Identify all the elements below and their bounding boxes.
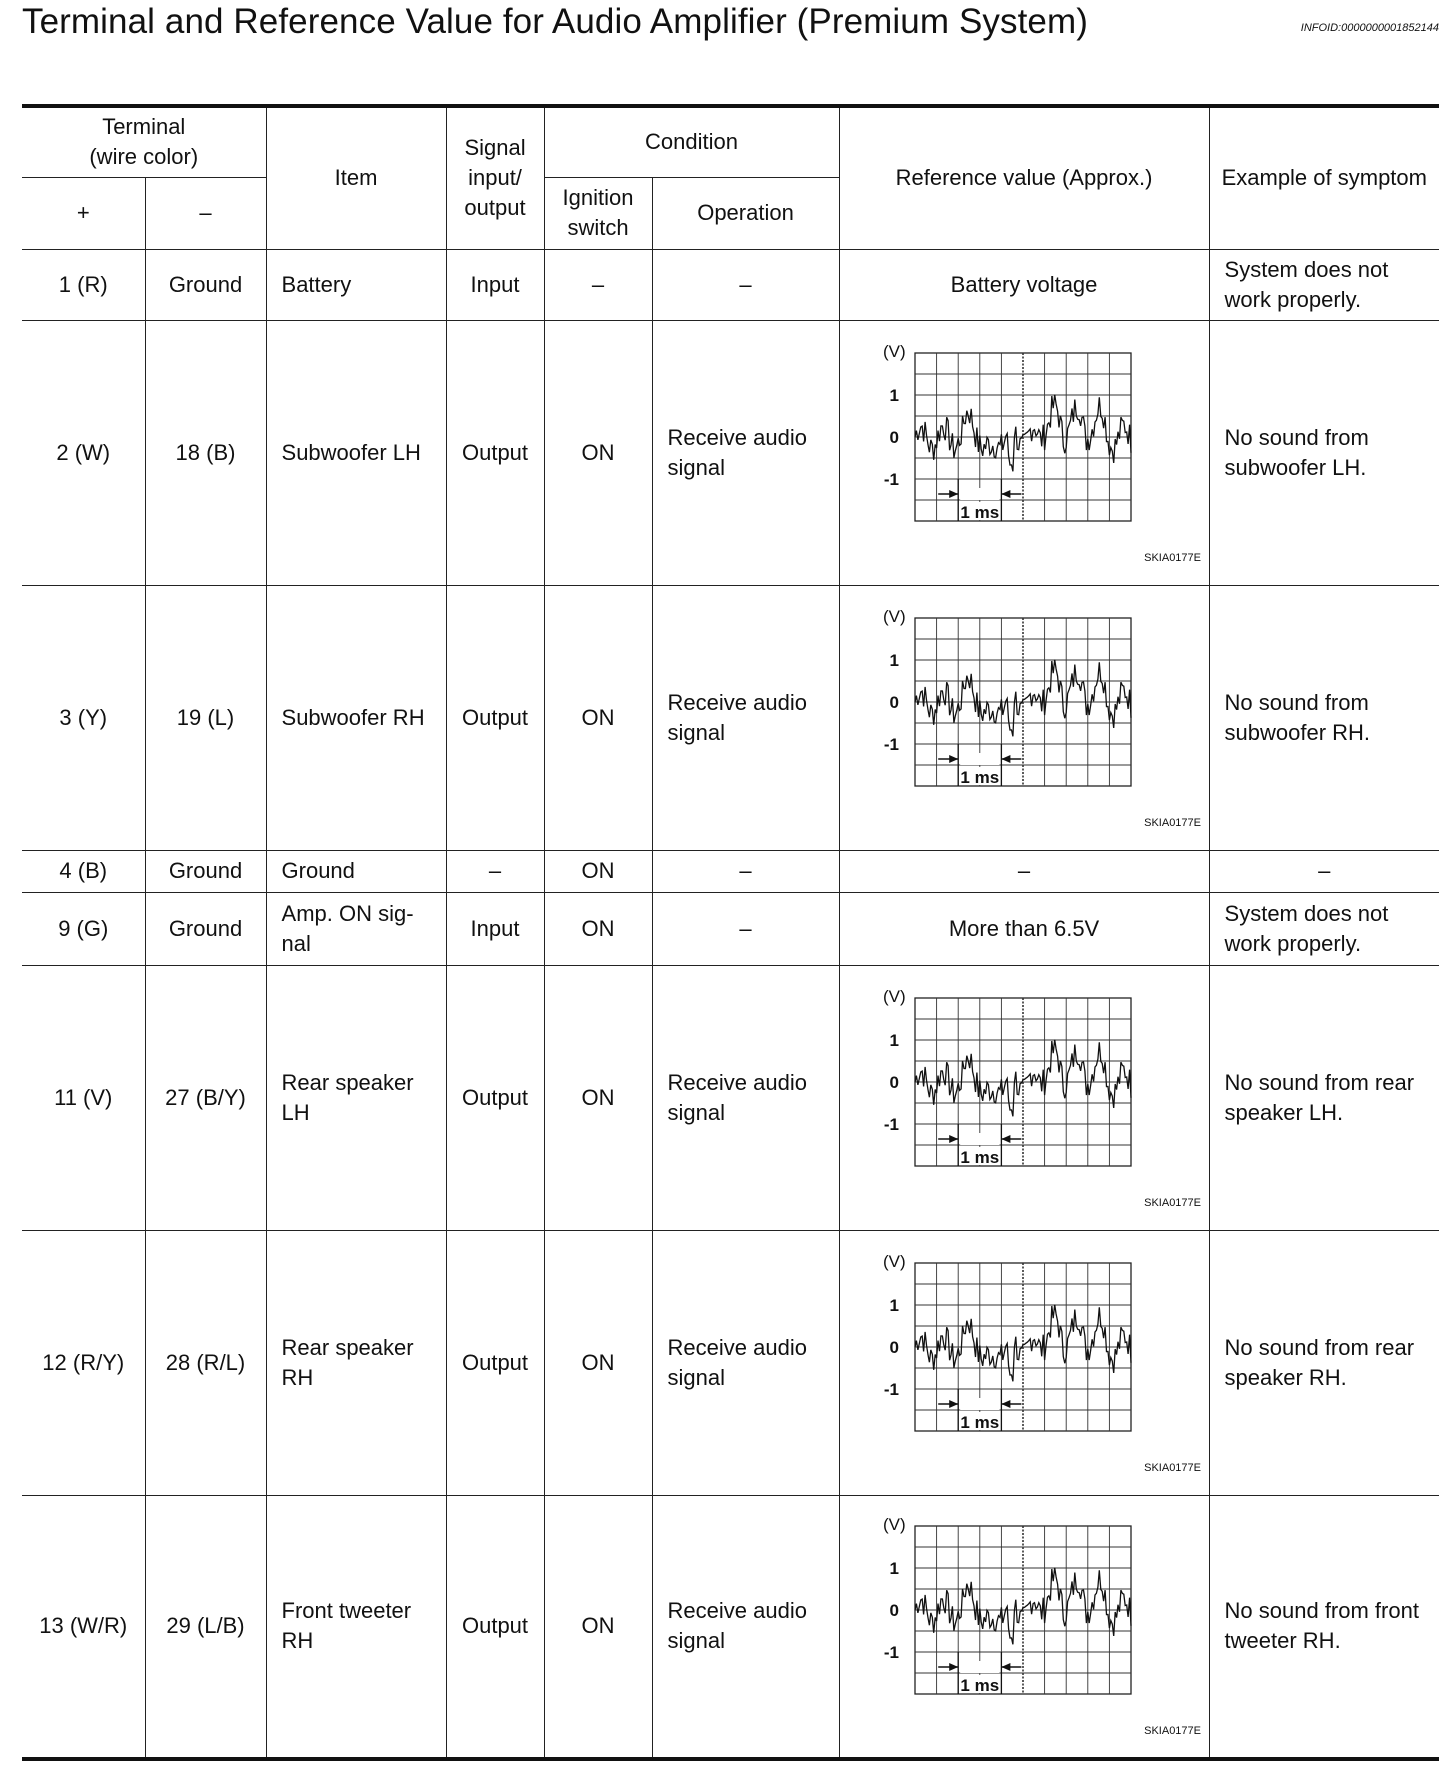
header-item: Item <box>266 106 446 249</box>
waveform-figure-id: SKIA0177E <box>1144 1196 1202 1209</box>
cell-reference: Battery voltage <box>839 249 1209 320</box>
waveform-marker-arrow <box>1001 1400 1010 1408</box>
table-row <box>22 965 1439 1230</box>
cell-reference-waveform <box>839 1495 1209 1759</box>
cell-operation: Receive audio signal <box>652 1495 839 1759</box>
cell-symptom: – <box>1209 850 1439 892</box>
cell-operation: Receive audio signal <box>652 320 839 585</box>
cell-reference: More than 6.5V <box>839 892 1209 965</box>
waveform-figure-id: SKIA0177E <box>1144 1461 1202 1474</box>
cell-operation: – <box>652 850 839 892</box>
waveform-unit-label: (V) <box>883 986 906 1006</box>
waveform-marker-arrow <box>949 755 958 763</box>
cell-minus: Ground <box>145 850 266 892</box>
waveform-figure <box>840 333 1209 573</box>
cell-signal: Output <box>446 1495 544 1759</box>
cell-minus: 19 (L) <box>145 585 266 850</box>
cell-operation: Receive audio signal <box>652 1230 839 1495</box>
waveform-figure <box>840 1243 1209 1483</box>
waveform-time-label: 1 ms <box>960 1676 1000 1696</box>
cell-item: Ground <box>266 850 446 892</box>
waveform-marker-arrow <box>949 1663 958 1671</box>
header-reference: Reference value (Approx.) <box>839 106 1209 249</box>
cell-signal: – <box>446 850 544 892</box>
cell-symptom: System does not work properly. <box>1209 249 1439 320</box>
cell-ignition: ON <box>544 850 652 892</box>
waveform-y-label: 0 <box>889 1337 900 1357</box>
cell-reference-waveform <box>839 965 1209 1230</box>
cell-item: Subwoofer RH <box>266 585 446 850</box>
cell-item: Front tweeter RH <box>266 1495 446 1759</box>
cell-plus: 13 (W/R) <box>22 1495 145 1759</box>
cell-symptom: System does not work properly. <box>1209 892 1439 965</box>
waveform-unit-label: (V) <box>883 1251 906 1271</box>
cell-ignition: – <box>544 249 652 320</box>
header-ignition: Ignition switch <box>544 177 652 249</box>
waveform-time-label: 1 ms <box>960 1412 1000 1432</box>
waveform-unit-label: (V) <box>883 606 906 626</box>
waveform-marker-arrow <box>1001 1663 1010 1671</box>
table-row <box>22 249 1439 320</box>
cell-reference: – <box>839 850 1209 892</box>
cell-reference-waveform <box>839 1230 1209 1495</box>
waveform-marker-arrow <box>949 490 958 498</box>
waveform-y-label: 0 <box>889 427 900 447</box>
waveform-marker-arrow <box>1001 755 1010 763</box>
waveform-unit-label: (V) <box>883 1515 906 1535</box>
waveform-y-label: 1 <box>889 385 900 405</box>
cell-minus: 18 (B) <box>145 320 266 585</box>
cell-signal: Output <box>446 320 544 585</box>
cell-item: Amp. ON sig- nal <box>266 892 446 965</box>
waveform-marker-arrow <box>949 1400 958 1408</box>
cell-plus: 4 (B) <box>22 850 145 892</box>
waveform-y-label: -1 <box>883 1643 900 1663</box>
header-condition: Condition <box>544 106 839 177</box>
waveform-y-label: -1 <box>883 1114 900 1134</box>
cell-symptom: No sound from subwoofer LH. <box>1209 320 1439 585</box>
cell-minus: 28 (R/L) <box>145 1230 266 1495</box>
cell-plus: 3 (Y) <box>22 585 145 850</box>
table-row <box>22 1495 1439 1759</box>
oscilloscope-waveform <box>859 598 1202 838</box>
cell-signal: Output <box>446 585 544 850</box>
waveform-figure <box>840 1506 1209 1746</box>
waveform-marker-arrow <box>949 1135 958 1143</box>
header-signal: Signal input/ output <box>446 106 544 249</box>
cell-plus: 9 (G) <box>22 892 145 965</box>
waveform-y-label: 1 <box>889 650 900 670</box>
cell-ignition: ON <box>544 320 652 585</box>
cell-minus: Ground <box>145 892 266 965</box>
page-title: Terminal and Reference Value for Audio Amplifier (Premium System) <box>22 2 1089 41</box>
waveform-time-label: 1 ms <box>960 502 1000 522</box>
cell-item: Rear speaker LH <box>266 965 446 1230</box>
cell-minus: Ground <box>145 249 266 320</box>
cell-minus: 29 (L/B) <box>145 1495 266 1759</box>
table-row <box>22 585 1439 850</box>
waveform-y-label: 1 <box>889 1295 900 1315</box>
cell-ignition: ON <box>544 585 652 850</box>
cell-operation: – <box>652 892 839 965</box>
header-operation: Operation <box>652 177 839 249</box>
cell-item: Battery <box>266 249 446 320</box>
cell-symptom: No sound from rear speaker LH. <box>1209 965 1439 1230</box>
waveform-y-label: -1 <box>883 1379 900 1399</box>
cell-symptom: No sound from front tweeter RH. <box>1209 1495 1439 1759</box>
waveform-y-label: 0 <box>889 1601 900 1621</box>
waveform-figure-id: SKIA0177E <box>1144 1725 1202 1738</box>
waveform-marker-bg <box>960 488 999 500</box>
cell-signal: Output <box>446 1230 544 1495</box>
cell-plus: 11 (V) <box>22 965 145 1230</box>
waveform-y-label: 1 <box>889 1030 900 1050</box>
oscilloscope-waveform <box>859 1506 1202 1746</box>
cell-reference-waveform <box>839 320 1209 585</box>
info-id: INFOID:0000000001852144 <box>1300 22 1439 34</box>
table-row <box>22 320 1439 585</box>
waveform-marker-bg <box>960 1661 999 1673</box>
header-plus: + <box>22 177 145 249</box>
waveform-figure <box>840 598 1209 838</box>
cell-ignition: ON <box>544 892 652 965</box>
header-row-1 <box>22 106 1439 177</box>
cell-symptom: No sound from rear speaker RH. <box>1209 1230 1439 1495</box>
terminal-reference-table <box>22 104 1439 1761</box>
cell-minus: 27 (B/Y) <box>145 965 266 1230</box>
waveform-figure <box>840 978 1209 1218</box>
waveform-marker-bg <box>960 1133 999 1145</box>
cell-ignition: ON <box>544 965 652 1230</box>
waveform-marker-arrow <box>1001 1135 1010 1143</box>
waveform-time-label: 1 ms <box>960 767 1000 787</box>
waveform-figure-id: SKIA0177E <box>1144 816 1202 829</box>
cell-item: Rear speaker RH <box>266 1230 446 1495</box>
header-terminal-label: Terminal (wire color) <box>89 114 199 170</box>
cell-reference-waveform <box>839 585 1209 850</box>
cell-plus: 2 (W) <box>22 320 145 585</box>
cell-plus: 1 (R) <box>22 249 145 320</box>
table-row <box>22 892 1439 965</box>
waveform-time-label: 1 ms <box>960 1147 1000 1167</box>
waveform-marker-bg <box>960 1398 999 1410</box>
table-row <box>22 850 1439 892</box>
waveform-y-label: 1 <box>889 1559 900 1579</box>
waveform-y-label: 0 <box>889 1072 900 1092</box>
cell-operation: Receive audio signal <box>652 585 839 850</box>
waveform-marker-arrow <box>1001 490 1010 498</box>
cell-operation: – <box>652 249 839 320</box>
waveform-y-label: -1 <box>883 469 900 489</box>
oscilloscope-waveform <box>859 978 1202 1218</box>
cell-symptom: No sound from subwoofer RH. <box>1209 585 1439 850</box>
cell-plus: 12 (R/Y) <box>22 1230 145 1495</box>
cell-ignition: ON <box>544 1230 652 1495</box>
table-row <box>22 1230 1439 1495</box>
header-symptom: Example of symptom <box>1209 106 1439 249</box>
header-minus: – <box>145 177 266 249</box>
cell-operation: Receive audio signal <box>652 965 839 1230</box>
cell-signal: Input <box>446 249 544 320</box>
oscilloscope-waveform <box>859 1243 1202 1483</box>
header-terminal <box>22 106 266 177</box>
waveform-figure-id: SKIA0177E <box>1144 551 1202 564</box>
waveform-marker-bg <box>960 753 999 765</box>
cell-signal: Input <box>446 892 544 965</box>
cell-signal: Output <box>446 965 544 1230</box>
waveform-unit-label: (V) <box>883 341 906 361</box>
waveform-y-label: -1 <box>883 734 900 754</box>
waveform-y-label: 0 <box>889 692 900 712</box>
cell-item: Subwoofer LH <box>266 320 446 585</box>
oscilloscope-waveform <box>859 333 1202 573</box>
cell-ignition: ON <box>544 1495 652 1759</box>
